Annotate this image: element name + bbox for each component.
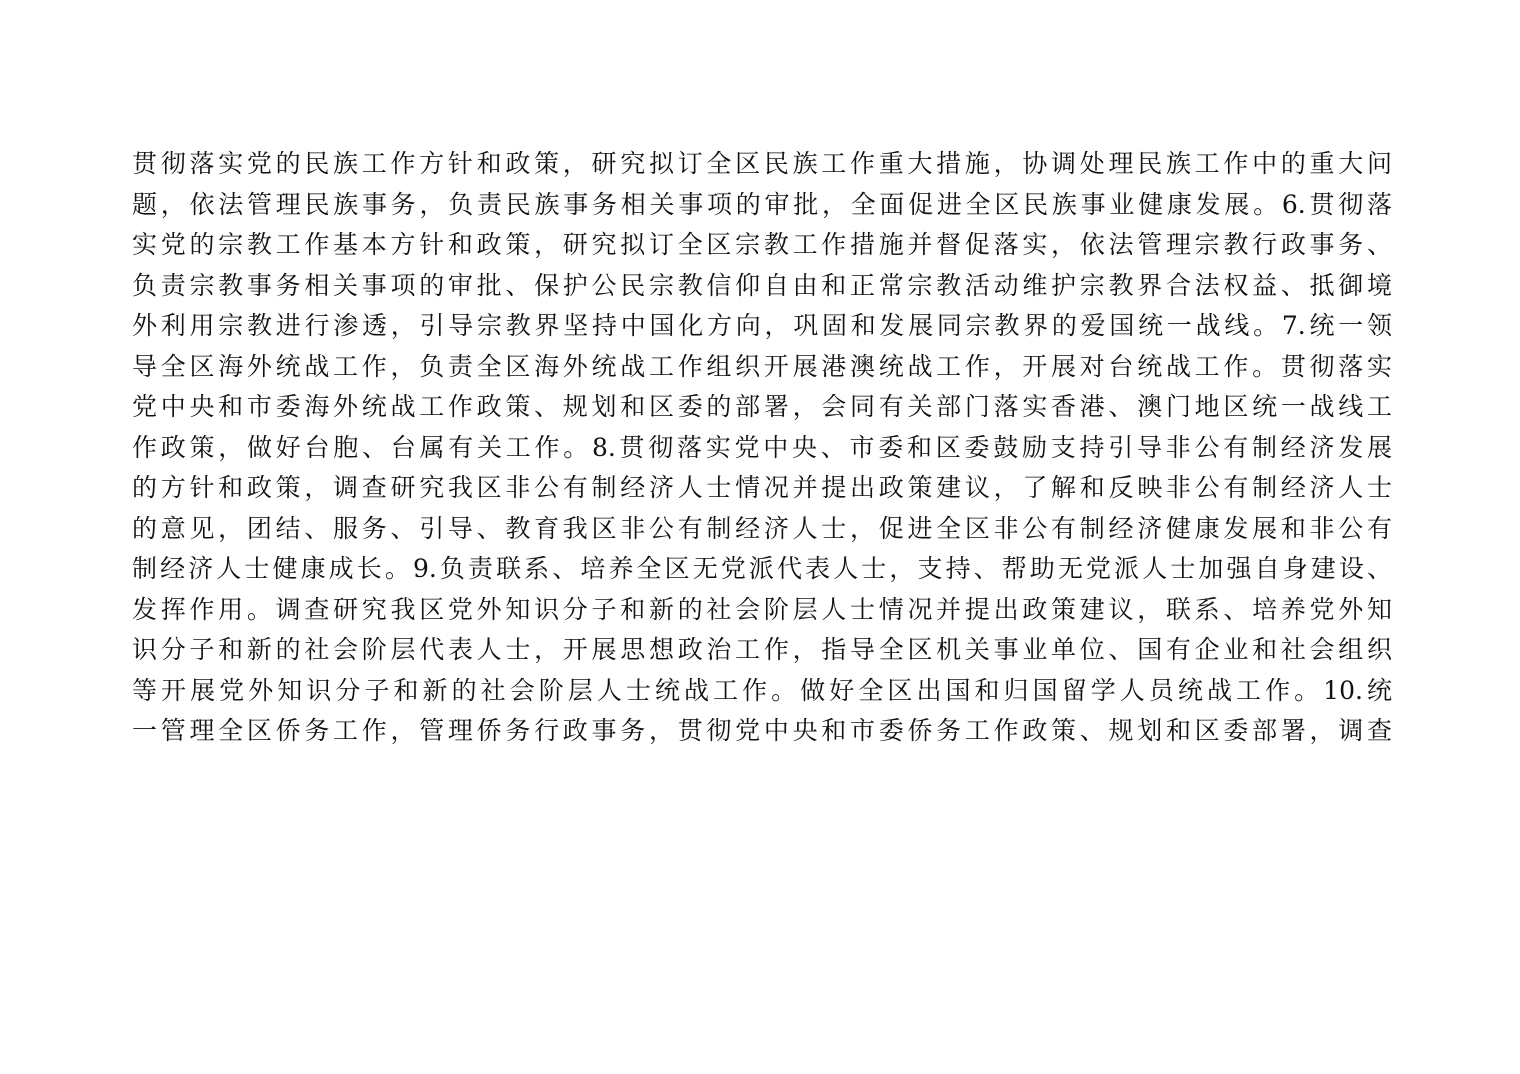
text-line: 等开展党外知识分子和新的社会阶层人士统战工作。做好全区出国和归国留学人员统战工作。10.统	[132, 675, 1392, 705]
text-line: 导全区海外统战工作，负责全区海外统战工作组织开展港澳统战工作，开展对台统战工作。贯彻落实	[132, 351, 1392, 381]
text-line: 贯彻落实党的民族工作方针和政策，研究拟订全区民族工作重大措施，协调处理民族工作中的重大问	[132, 149, 1392, 178]
text-line: 一管理全区侨务工作，管理侨务行政事务，贯彻党中央和市委侨务工作政策、规划和区委部署，调查	[132, 716, 1392, 745]
text-line: 制经济人士健康成长。9.负责联系、培养全区无党派代表人士，支持、帮助无党派人士加强自身建设、	[132, 554, 1392, 583]
body-paragraph	[132, 144, 1392, 752]
text-line: 负责宗教事务相关事项的审批、保护公民宗教信仰自由和正常宗教活动维护宗教界合法权益、抵御境	[132, 270, 1392, 300]
text-line: 实党的宗教工作基本方针和政策，研究拟订全区宗教工作措施并督促落实，依法管理宗教行政事务、	[132, 230, 1392, 259]
text-line: 作政策，做好台胞、台属有关工作。8.贯彻落实党中央、市委和区委鼓励支持引导非公有制经济发展	[132, 432, 1392, 462]
text-line: 识分子和新的社会阶层代表人士，开展思想政治工作，指导全区机关事业单位、国有企业和社会组织	[132, 635, 1392, 664]
text-line: 外利用宗教进行渗透，引导宗教界坚持中国化方向，巩固和发展同宗教界的爱国统一战线。7.统一领	[132, 311, 1392, 340]
text-line: 的意见，团结、服务、引导、教育我区非公有制经济人士，促进全区非公有制经济健康发展和非公有	[132, 513, 1392, 543]
text-line: 题，依法管理民族事务，负责民族事务相关事项的审批，全面促进全区民族事业健康发展。6.贯彻落	[132, 189, 1392, 219]
text-line: 党中央和市委海外统战工作政策、规划和区委的部署，会同有关部门落实香港、澳门地区统一战线工	[132, 392, 1392, 421]
text-line: 的方针和政策，调查研究我区非公有制经济人士情况并提出政策建议，了解和反映非公有制经济人士	[132, 473, 1392, 502]
text-line: 发挥作用。调查研究我区党外知识分子和新的社会阶层人士情况并提出政策建议，联系、培养党外知	[132, 594, 1392, 624]
